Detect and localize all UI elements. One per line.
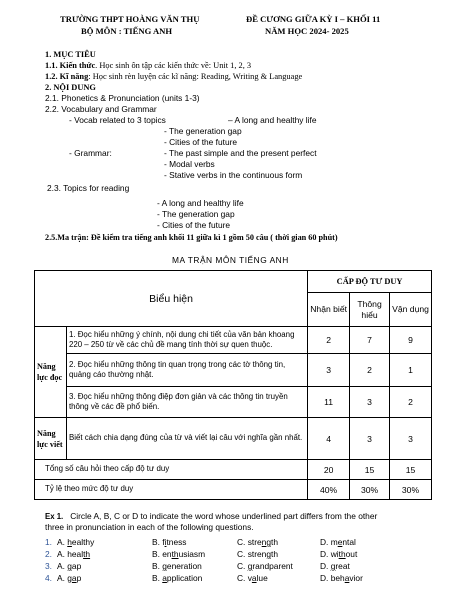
answer-option-post: pplication [166, 573, 203, 583]
section-1-1 [45, 60, 251, 71]
level-understanding: Thông hiểu [350, 293, 390, 327]
reading-item: - A long and healthy life [157, 198, 244, 208]
total-cell: 15 [350, 460, 390, 480]
answer-option[interactable] [152, 549, 205, 559]
answer-option-pre: D. beh [320, 573, 345, 583]
answer-option[interactable] [237, 549, 278, 559]
answer-option-post: p [76, 573, 82, 583]
ratio-cell: 30% [350, 480, 390, 500]
vocab-item: - Cities of the future [164, 137, 238, 147]
answer-option-pre: C. stren [237, 549, 267, 559]
matrix-cell: 11 [308, 387, 350, 418]
answer-option-post: th [271, 549, 278, 559]
answer-option-under: a [344, 573, 350, 583]
answer-option-under: g [247, 561, 253, 571]
section-2-5: 2.5.Ma trận: Đề kiểm tra tiếng anh khối 11 giữa kì 1 gồm 50 câu ( thời gian 60 phút) [45, 233, 338, 242]
answer-option-post: vior [349, 573, 363, 583]
answer-option-under: ng [261, 537, 271, 547]
matrix-col-header: Biểu hiện [149, 292, 193, 305]
answer-option-pre: D. m [320, 537, 338, 547]
answer-option-pre: B. f [152, 537, 165, 547]
answer-option[interactable] [57, 561, 81, 571]
answer-option-pre: D. [320, 561, 331, 571]
matrix-row-text: 3. Đọc hiểu những thông điệp đơn giản và các thông tin truyền thông về các đề phổ biến. [66, 387, 307, 418]
grammar-item: - Modal verbs [164, 159, 215, 169]
answer-option-pre: A. [57, 561, 68, 571]
grammar-label: - Grammar: [69, 148, 112, 158]
answer-option-post: randparent [252, 561, 293, 571]
answer-option-post: eneration [166, 561, 202, 571]
answer-option-pre: B. [152, 573, 163, 583]
answer-option-post: th [271, 537, 278, 547]
answer-option-pre: A. g [57, 573, 72, 583]
answer-option-under: th [338, 549, 346, 559]
school-year: NĂM HỌC 2024- 2025 [265, 26, 349, 36]
matrix-cell: 3 [308, 354, 350, 387]
answer-option-pre: C. [237, 561, 248, 571]
section-2-3: 2.3. Topics for reading [47, 183, 130, 193]
answer-option[interactable] [320, 537, 356, 547]
answer-option[interactable] [57, 549, 90, 559]
answer-option-under: i [164, 537, 167, 547]
answer-option-post: reat [335, 561, 350, 571]
answer-option-under: g [266, 549, 271, 559]
total-cell: 15 [390, 460, 432, 480]
answer-option-pre: A. heal [57, 549, 84, 559]
matrix-cell: 4 [308, 418, 350, 460]
answer-option-post: ap [71, 561, 82, 571]
ratio-cell: 30% [390, 480, 432, 500]
total-label: Tổng số câu hỏi theo cấp độ tư duy [35, 460, 308, 480]
answer-option-pre: A. [57, 537, 68, 547]
answer-option[interactable] [237, 573, 268, 583]
level-header: CẤP ĐỘ TƯ DUY [308, 271, 432, 293]
answer-option-pre: C. v [237, 573, 252, 583]
answer-option[interactable] [57, 537, 94, 547]
answer-option-pre: B. [152, 561, 163, 571]
matrix-cell: 1 [390, 354, 432, 387]
reading-item: - The generation gap [157, 209, 235, 219]
matrix-cell: 3 [390, 418, 432, 460]
matrix-cell: 2 [390, 387, 432, 418]
matrix-caption: MA TRẬN MÔN TIẾNG ANH [172, 255, 289, 265]
answer-option-post: ealthy [71, 537, 95, 547]
question-number: 1. [45, 537, 52, 547]
section-1-heading: 1. MỤC TIÊU [45, 50, 96, 59]
matrix-row-text: 1. Đọc hiểu những ý chính, nội dung chi tiết của văn bản khoang 220 – 250 từ về các chủ đề mang tính thời sự quen thuộc. [66, 327, 307, 354]
answer-option-post: usiasm [178, 549, 206, 559]
section-1-2-text: : Học sinh rèn luyện các kĩ năng: Reading, Writing & Language [88, 72, 303, 81]
level-application: Vận dụng [390, 293, 432, 327]
vocab-label: - Vocab related to 3 topics [69, 115, 166, 125]
answer-option[interactable] [152, 561, 202, 571]
answer-option[interactable] [152, 537, 186, 547]
answer-option-post: lue [256, 573, 268, 583]
exercise-1-instruction-line-1: Circle A, B, C or D to indicate the word whose underlined part differs from the other [70, 511, 378, 521]
answer-option-pre: B. en [152, 549, 172, 559]
answer-option-pre: D. wi [320, 549, 339, 559]
matrix-table [34, 270, 432, 500]
grammar-item: - The past simple and the present perfect [164, 148, 317, 158]
section-1-1-label: 1.1. Kiến thức [45, 61, 96, 70]
matrix-row-text: Biết cách chia dạng đúng của từ và viết lại câu với nghĩa gần nhất. [66, 418, 307, 460]
answer-option[interactable] [320, 549, 357, 559]
vocab-item: – A long and healthy life [228, 115, 317, 125]
question-number: 3. [45, 561, 52, 571]
section-1-2 [45, 71, 302, 82]
answer-option[interactable] [152, 573, 202, 583]
question-number: 2. [45, 549, 52, 559]
answer-option-post: ntal [342, 537, 356, 547]
answer-option-under: th [83, 549, 91, 559]
answer-option-post: out [345, 549, 358, 559]
section-2-heading: 2. NỘI DUNG [45, 83, 96, 92]
answer-option[interactable] [320, 573, 363, 583]
section-1-2-label: 1.2. Kĩ năng [45, 72, 89, 81]
section-2-2: 2.2. Vocabulary and Grammar [45, 104, 157, 114]
reading-item: - Cities of the future [157, 220, 231, 230]
grammar-item: - Stative verbs in the continuous form [164, 170, 303, 180]
answer-option-under: th [171, 549, 179, 559]
answer-option-under: g [67, 561, 72, 571]
ratio-cell: 40% [308, 480, 350, 500]
group-reading: Năng lực đọc [35, 327, 67, 418]
matrix-cell: 2 [350, 354, 390, 387]
question-number: 4. [45, 573, 52, 583]
answer-option-under: e [337, 537, 343, 547]
school-name: TRƯỜNG THPT HOÀNG VĂN THỤ [60, 14, 200, 24]
answer-option-under: g [162, 561, 167, 571]
ratio-label: Tỷ lệ theo mức độ tư duy [35, 480, 308, 500]
section-1-1-text: . Học sinh ôn tập các kiến thức về: Unit 1, 2, 3 [95, 61, 252, 70]
answer-option-pre: C. stre [237, 537, 262, 547]
matrix-cell: 7 [350, 327, 390, 354]
answer-option[interactable] [57, 573, 81, 583]
matrix-cell: 2 [308, 327, 350, 354]
department: BỘ MÔN : TIẾNG ANH [81, 26, 173, 36]
matrix-cell: 3 [350, 418, 390, 460]
matrix-cell: 3 [350, 387, 390, 418]
answer-option-under: g [330, 561, 336, 571]
answer-option-under: a [251, 573, 257, 583]
section-2-1: 2.1. Phonetics & Pronunciation (units 1-3) [45, 93, 200, 103]
answer-option[interactable] [237, 561, 293, 571]
answer-option[interactable] [320, 561, 350, 571]
matrix-col-header-cell [35, 271, 308, 327]
exercise-1-instruction [45, 511, 377, 521]
matrix-row-text: 2. Đọc hiểu những thông tin quan trọng trong các tờ thông tin, quảng cáo thường nhật. [66, 354, 307, 387]
answer-option[interactable] [237, 537, 278, 547]
answer-option-under: a [162, 573, 167, 583]
answer-option-under: h [67, 537, 72, 547]
matrix-cell: 9 [390, 327, 432, 354]
exercise-1-instruction-line-2: three in pronunciation in each of the following questions. [45, 522, 254, 532]
document-title: ĐỀ CƯƠNG GIỮA KỲ I – KHỐI 11 [246, 14, 381, 24]
group-writing: Năng lực viết [35, 418, 67, 460]
level-recognition: Nhận biết [308, 293, 350, 327]
total-cell: 20 [308, 460, 350, 480]
vocab-item: - The generation gap [164, 126, 242, 136]
answer-option-post: tness [166, 537, 187, 547]
exercise-1-label: Ex 1. [45, 512, 64, 521]
answer-option-under: a [71, 573, 77, 583]
